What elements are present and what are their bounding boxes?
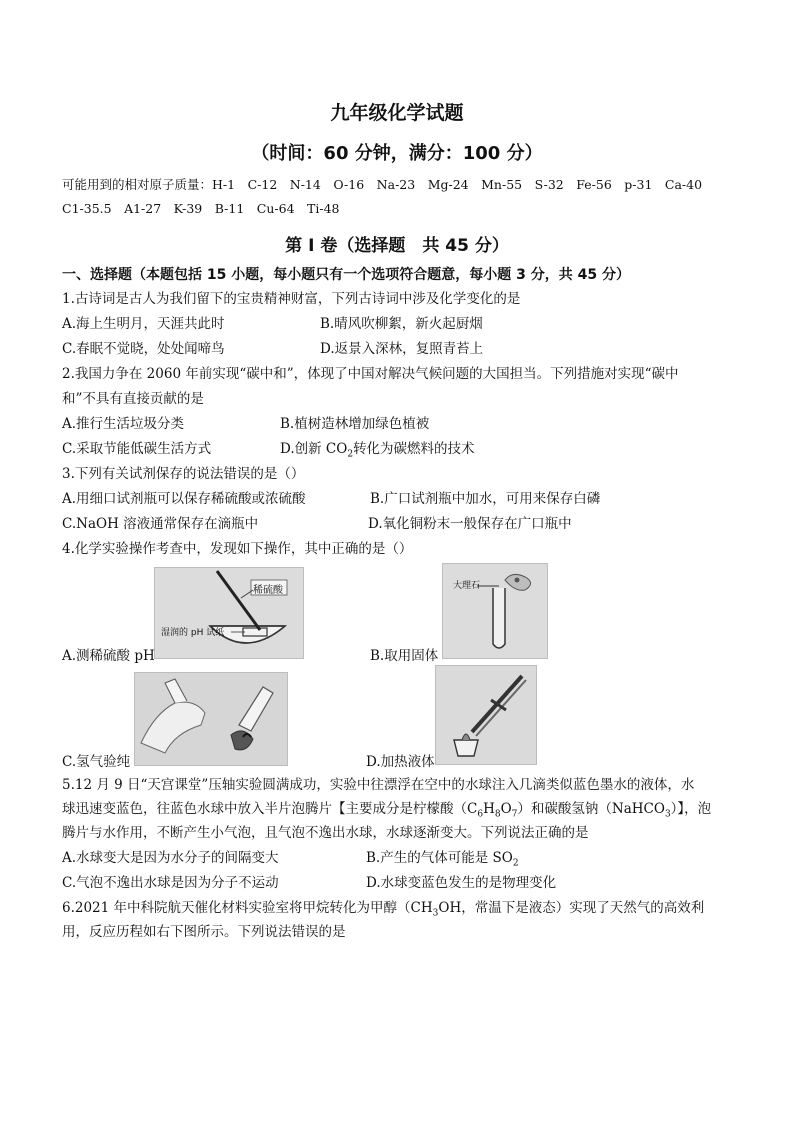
q2-option-b: B.植树造林增加绿色植被 <box>280 416 430 432</box>
q6-line1-sub: 3 <box>432 908 439 919</box>
q5-option-b-pre: B.产生的气体可能是 SO <box>366 850 513 866</box>
q4-option-a: A.测稀硫酸 pH <box>62 648 155 664</box>
q4-image-a-ph-test <box>154 567 304 659</box>
heating-liquid-illustration <box>436 666 536 764</box>
q3-option-d: D.氧化铜粉末一般保存在广口瓶中 <box>368 516 572 532</box>
q6-stem-line-2: 用，反应历程如右下图所示。下列说法错误的是 <box>62 924 346 940</box>
q3-stem: 3.下列有关试剂保存的说法错误的是（） <box>62 466 305 482</box>
q4-option-b: B.取用固体 <box>370 648 439 664</box>
q2-option-d-sub: 2 <box>347 449 354 460</box>
page-title: 九年级化学试题 <box>330 102 464 124</box>
dilute-sulfuric-acid-label: 稀硫酸 <box>253 585 283 596</box>
q5-option-b-sub: 2 <box>512 858 519 869</box>
q6-line1-pre: 6.2021 年中科院航天催化材料实验室将甲烷转化为甲醇（CH <box>62 900 433 916</box>
hydrogen-test-illustration <box>135 673 287 765</box>
exam-duration-score: （时间：60 分钟，满分：100 分） <box>251 143 543 164</box>
q4-option-c: C.氢气验纯 <box>62 754 131 770</box>
q2-option-d-post: 转化为碳燃料的技术 <box>353 441 475 457</box>
q2-stem-line-2: 和”不具有直接贡献的是 <box>62 391 204 407</box>
part-title: 一、选择题（本题包括 15 小题，每小题只有一个选项符合题意，每小题 3 分，共 45 分） <box>62 267 630 283</box>
q4-image-d-heating <box>435 665 537 765</box>
ph-paper-label: 湿润的 pH 试纸 <box>161 628 225 638</box>
q5-line2-s2: 8 <box>494 809 501 820</box>
marble-label: 大理石 <box>453 581 481 591</box>
section-title: 第 I 卷（选择题 共 45 分） <box>285 236 509 256</box>
q4-option-d: D.加热液体 <box>366 754 435 770</box>
q5-line2-s4: 3 <box>664 809 671 820</box>
q5-option-a: A.水球变大是因为水分子的间隔变大 <box>62 850 279 866</box>
q2-stem-line-1: 2.我国力争在 2060 年前实现“碳中和”，体现了中国对解决气候问题的大国担当。下列措施对实现“碳中 <box>62 366 679 382</box>
q3-option-c: C.NaOH 溶液通常保存在滴瓶中 <box>62 516 259 532</box>
q4-stem: 4.化学实验操作考查中，发现如下操作，其中正确的是（） <box>62 541 413 557</box>
q5-line2-pre: 球迅速变蓝色，往蓝色水球中放入半片泡腾片【主要成分是柠檬酸（C <box>62 801 478 817</box>
q1-option-a: A.海上生明月，天涯共此时 <box>62 316 225 332</box>
q2-option-c: C.采取节能低碳生活方式 <box>62 441 212 457</box>
q1-option-c: C.春眠不觉晓，处处闻啼鸟 <box>62 341 225 357</box>
atomic-masses-line-1: 可能用到的相对原子质量：H-1 C-12 N-14 O-16 Na-23 Mg-24 Mn-55 S-32 Fe-56 p-31 Ca-40 <box>62 177 703 192</box>
q6-stem-line-1 <box>62 899 704 923</box>
q5-stem-line-2 <box>62 800 711 824</box>
q2-option-d <box>280 440 475 464</box>
q3-option-b: B.广口试剂瓶中加水，可用来保存白磷 <box>370 491 601 507</box>
atomic-masses-line-2: C1-35.5 A1-27 K-39 B-11 Cu-64 Ti-48 <box>62 201 340 216</box>
q1-stem: 1.古诗词是古人为我们留下的宝贵精神财富，下列古诗词中涉及化学变化的是 <box>62 291 521 307</box>
q5-stem-line-3: 腾片与水作用，不断产生小气泡，且气泡不逸出水球，水球逐渐变大。下列说法正确的是 <box>62 825 589 841</box>
q5-line2-s1: 6 <box>477 809 484 820</box>
q6-line1-post: OH，常温下是液态）实现了天然气的高效利 <box>438 900 705 916</box>
q4-image-c-hydrogen-test <box>134 672 288 766</box>
q5-line2-m3: ）和碳酸氢钠（NaHCO <box>517 801 665 817</box>
q5-option-d: D.水球变蓝色发生的是物理变化 <box>366 875 557 891</box>
q1-option-b: B.晴风吹柳絮，新火起厨烟 <box>320 316 483 332</box>
q2-option-a: A.推行生活垃圾分类 <box>62 416 185 432</box>
q3-option-a: A.用细口试剂瓶可以保存稀硫酸或浓硫酸 <box>62 491 306 507</box>
q1-option-d: D.返景入深林，复照青苔上 <box>320 341 484 357</box>
q2-option-d-pre: D.创新 CO <box>280 441 348 457</box>
q5-option-b <box>366 849 519 873</box>
q5-stem-line-1: 5.12 月 9 日“天宫课堂”压轴实验圆满成功，实验中往漂浮在空中的水球注入几滴类似蓝色墨水的液体，水 <box>62 777 695 793</box>
q5-line2-post: ）】，泡 <box>670 801 712 817</box>
q4-image-b-solid <box>442 563 548 659</box>
q5-line2-m1: H <box>483 801 495 817</box>
q5-line2-m2: O <box>500 801 512 817</box>
q5-line2-s3: 7 <box>511 809 518 820</box>
q5-option-c: C.气泡不逸出水球是因为分子不运动 <box>62 875 279 891</box>
